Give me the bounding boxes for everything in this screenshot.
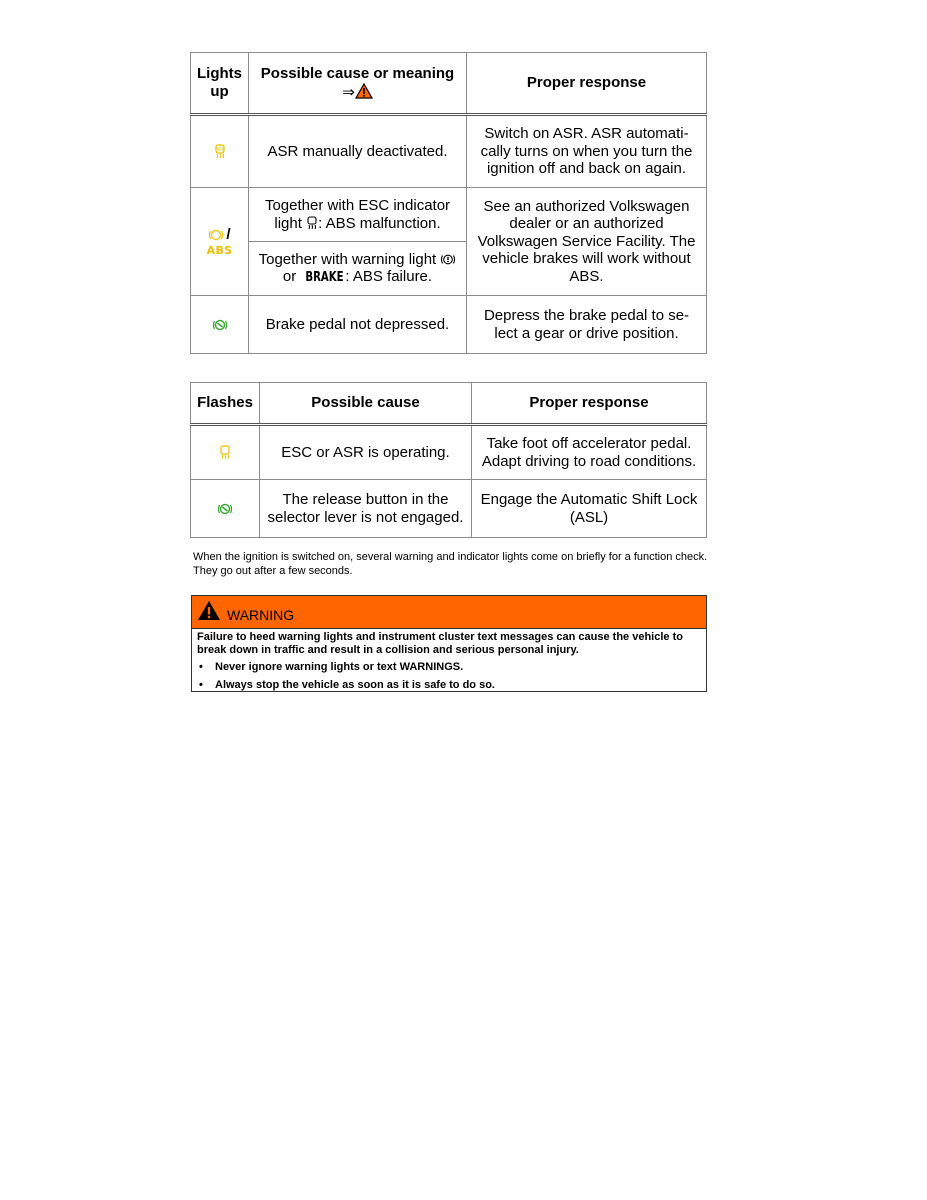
warning-triangle-icon (355, 83, 373, 99)
flashes-table (190, 382, 707, 538)
arrow-symbol: ⇒ (342, 83, 355, 101)
table-row (191, 296, 707, 354)
cause-text-b-end: : ABS failure. (345, 268, 433, 285)
brake-label: BRAKE (305, 270, 344, 285)
icon-cell (191, 296, 249, 354)
cause-cell: The release button in the selector lever is not engaged. (260, 480, 472, 538)
warning-bullet-text: Never ignore warning lights or text WARNINGS. (215, 661, 464, 673)
cause-cell: Brake pedal not depressed. (249, 296, 467, 354)
warning-bullet-text: Always stop the vehicle as soon as it is safe to do so. (215, 678, 495, 691)
warning-header (192, 596, 706, 629)
function-check-note: When the ignition is switched on, several warning and indicator lights come on briefly for a function check. They go out after a few seconds. (193, 551, 708, 577)
table-header-row (191, 383, 707, 425)
cause-text-a-end: : ABS malfunction. (318, 214, 441, 232)
header-lights-up: Lights up (191, 53, 249, 115)
warning-list (197, 661, 700, 691)
abs-circle-icon (208, 229, 224, 241)
header-possible-cause: Possible cause (260, 383, 472, 425)
brake-pedal-icon (217, 503, 233, 515)
response-cell: See an authorized Volkswagen dealer or an authorized Volkswagen Service Facility. The vehicle brakes will work without ABS. (467, 188, 707, 296)
header-possible-cause (249, 53, 467, 115)
warning-triangle-icon (197, 600, 221, 621)
icon-cell (191, 188, 249, 296)
cause-cell (249, 188, 467, 242)
asr-off-icon (214, 144, 226, 160)
table-row (191, 115, 707, 188)
icon-cell (191, 115, 249, 188)
cause-text-b: Together with warning light (258, 250, 437, 268)
esc-icon (219, 445, 231, 461)
warning-box (191, 595, 707, 692)
icon-cell (191, 425, 260, 480)
list-item (197, 661, 700, 674)
icon-cell (191, 480, 260, 538)
header-flashes: Flashes (191, 383, 260, 425)
header-proper-response: Proper response (467, 53, 707, 115)
lights-up-table (190, 52, 707, 354)
header-proper-response: Proper response (472, 383, 707, 425)
cause-cell: ESC or ASR is operating. (260, 425, 472, 480)
brake-warning-icon (440, 253, 456, 266)
list-item (197, 679, 700, 692)
svg-text:OFF: OFF (214, 147, 225, 154)
table-header-row (191, 53, 707, 115)
cause-text-a: Together with ESC indicator light (264, 197, 451, 232)
header-cause-text: Possible cause or meaning (260, 64, 455, 82)
cause-cell (249, 242, 467, 296)
warning-intro: Failure to heed warning lights and instrument cluster text messages can cause the vehicle to break down in traffic and result in a collision and serious personal injury. (197, 631, 683, 656)
bullet-symbol: • (199, 661, 203, 673)
bullet-symbol: • (199, 678, 203, 691)
cause-or: or (282, 268, 297, 285)
cause-cell: ASR manually deactivated. (249, 115, 467, 188)
esc-icon (306, 216, 318, 230)
brake-pedal-icon (212, 319, 228, 331)
warning-body (192, 629, 706, 691)
response-cell: Depress the brake pedal to se-lect a gear or drive position. (467, 296, 707, 354)
abs-label: ABS (206, 243, 233, 257)
table-row (191, 480, 707, 538)
table-row (191, 425, 707, 480)
slash-separator: / (226, 226, 231, 244)
response-cell: Engage the Automatic Shift Lock (ASL) (472, 480, 707, 538)
warning-title: WARNING (227, 607, 295, 623)
response-cell: Switch on ASR. ASR automati-cally turns on when you turn the ignition off and back on again. (467, 115, 707, 188)
table-row (191, 188, 707, 242)
response-cell: Take foot off accelerator pedal. Adapt driving to road conditions. (472, 425, 707, 480)
